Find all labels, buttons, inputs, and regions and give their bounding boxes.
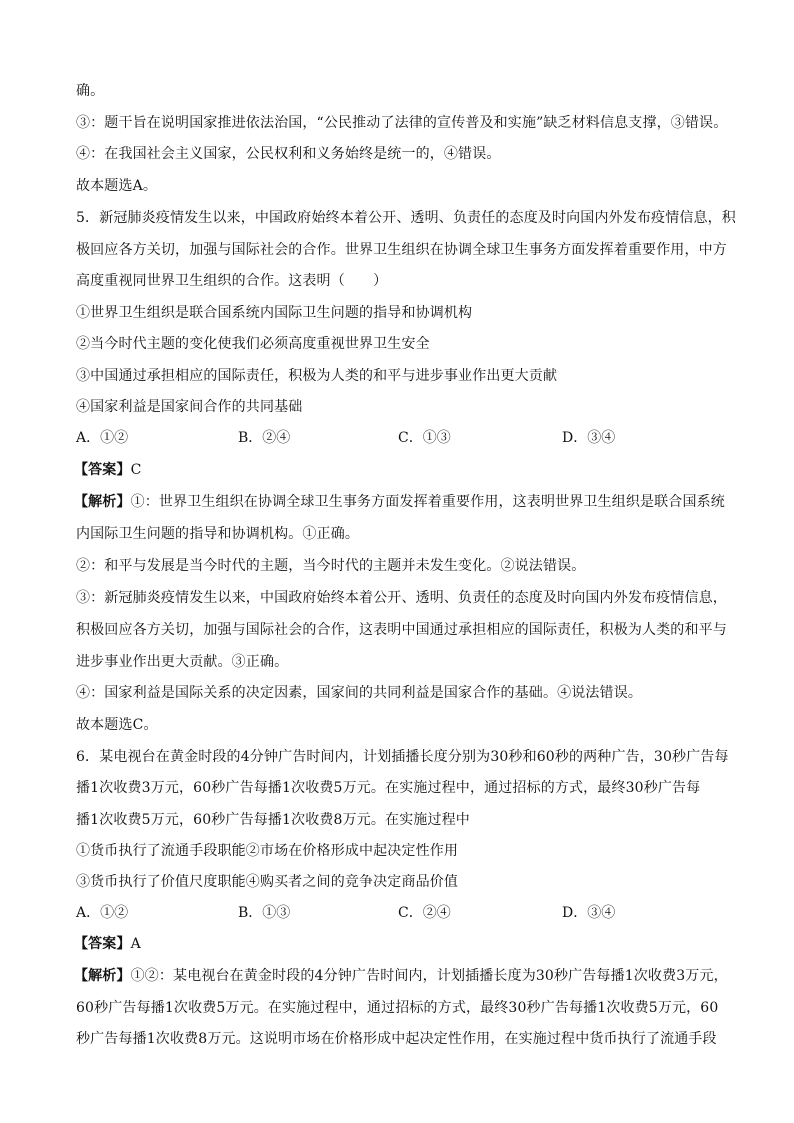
question-6-stem: 播1次收费5万元，60秒广告每播1次收费8万元。在实施过程中 (76, 812, 470, 828)
q5-option-c: C．①③ (398, 430, 451, 446)
q5-analysis-line: 进步事业作出更大贡献。③正确。 (76, 654, 289, 670)
statement-line: ②当今时代主题的变化使我们必须高度重视世界卫生安全 (76, 336, 430, 352)
question-6-stem: 6．某电视台在黄金时段的4分钟广告时间内，计划插播长度分别为30秒和60秒的两种广告，30秒广告每 (76, 749, 729, 765)
q6-option-a: A．①② (76, 905, 129, 921)
analysis-label: 【解析】 (74, 968, 131, 984)
q6-analysis-line (74, 966, 728, 986)
q5-analysis-line: ③：新冠肺炎疫情发生以来，中国政府始终本着公开、透明、负责任的态度及时向国内外发布疫情信息， (76, 590, 727, 606)
question-5-stem: 极回应各方关切，加强与国际社会的合作。世界卫生组织在协调全球卫生事务方面发挥着重要作用，中方 (76, 242, 727, 258)
statement-line: ③货币执行了价值尺度职能④购买者之间的竞争决定商品价值 (76, 874, 459, 890)
q6-answer (74, 934, 141, 954)
text-line: 故本题选A。 (76, 178, 158, 194)
answer-value: C (130, 462, 142, 478)
analysis-text: ①②：某电视台在黄金时段的4分钟广告时间内，计划插播长度为30秒广告每播1次收费3万元， (130, 968, 728, 984)
q5-analysis-line: ④：国家利益是国际关系的决定因素，国家间的共同利益是国家合作的基础。④说法错误。 (76, 685, 642, 701)
q5-option-a: A．①② (76, 430, 129, 446)
analysis-text: ①：世界卫生组织在协调全球卫生事务方面发挥着重要作用，这表明世界卫生组织是联合国系统 (130, 494, 725, 510)
q6-option-b: B．①③ (238, 905, 291, 921)
answer-value: A (130, 936, 141, 952)
statement-line: ①世界卫生组织是联合国系统内国际卫生问题的指导和协调机构 (76, 305, 473, 321)
q5-analysis-line: 积极回应各方关切，加强与国际社会的合作，这表明中国通过承担相应的国际责任，积极为人类的和平与 (76, 622, 727, 638)
question-5-stem: 5．新冠肺炎疫情发生以来，中国政府始终本着公开、透明、负责任的态度及时向国内外发布疫情信息，积 (76, 210, 736, 226)
answer-label: 【答案】 (74, 462, 131, 478)
text-line: 确。 (76, 83, 105, 99)
statement-line: ④国家利益是国家间合作的共同基础 (76, 399, 303, 415)
q6-option-d: D．③④ (562, 905, 616, 921)
q6-option-c: C．②④ (398, 905, 451, 921)
question-5-stem: 高度重视同世界卫生组织的合作。这表明（ ） (76, 273, 388, 289)
statement-line: ③中国通过承担相应的国际责任，积极为人类的和平与进步事业作出更大贡献 (76, 368, 558, 384)
question-6-stem: 播1次收费3万元，60秒广告每播1次收费5万元。在实施过程中，通过招标的方式，最终30秒广告每 (76, 780, 701, 796)
q5-option-b: B．②④ (238, 430, 291, 446)
statement-line: ①货币执行了流通手段职能②市场在价格形成中起决定性作用 (76, 843, 459, 859)
q6-analysis-line: 60秒广告每播1次收费5万元。在实施过程中，通过招标的方式，最终30秒广告每播1次收费5万元，60 (76, 1000, 719, 1016)
q5-analysis-line: 故本题选C。 (76, 717, 158, 733)
q5-option-d: D．③④ (562, 430, 616, 446)
answer-label: 【答案】 (74, 936, 131, 952)
q5-analysis-line: 内国际卫生问题的指导和协调机构。①正确。 (76, 526, 359, 542)
q5-answer (74, 460, 141, 480)
q6-analysis-line: 秒广告每播1次收费8万元。这说明市场在价格形成中起决定性作用，在实施过程中货币执行了流通手段 (76, 1031, 717, 1047)
text-line: ④：在我国社会主义国家，公民权利和义务始终是统一的，④错误。 (76, 146, 501, 162)
analysis-label: 【解析】 (74, 494, 131, 510)
q5-analysis-line: ②：和平与发展是当今时代的主题，当今时代的主题并未发生变化。②说法错误。 (76, 558, 586, 574)
text-line: ③：题干旨在说明国家推进依法治国，“公民推动了法律的宣传普及和实施”缺乏材料信息支撑，③错误。 (76, 115, 728, 131)
q5-analysis-line (74, 492, 725, 512)
